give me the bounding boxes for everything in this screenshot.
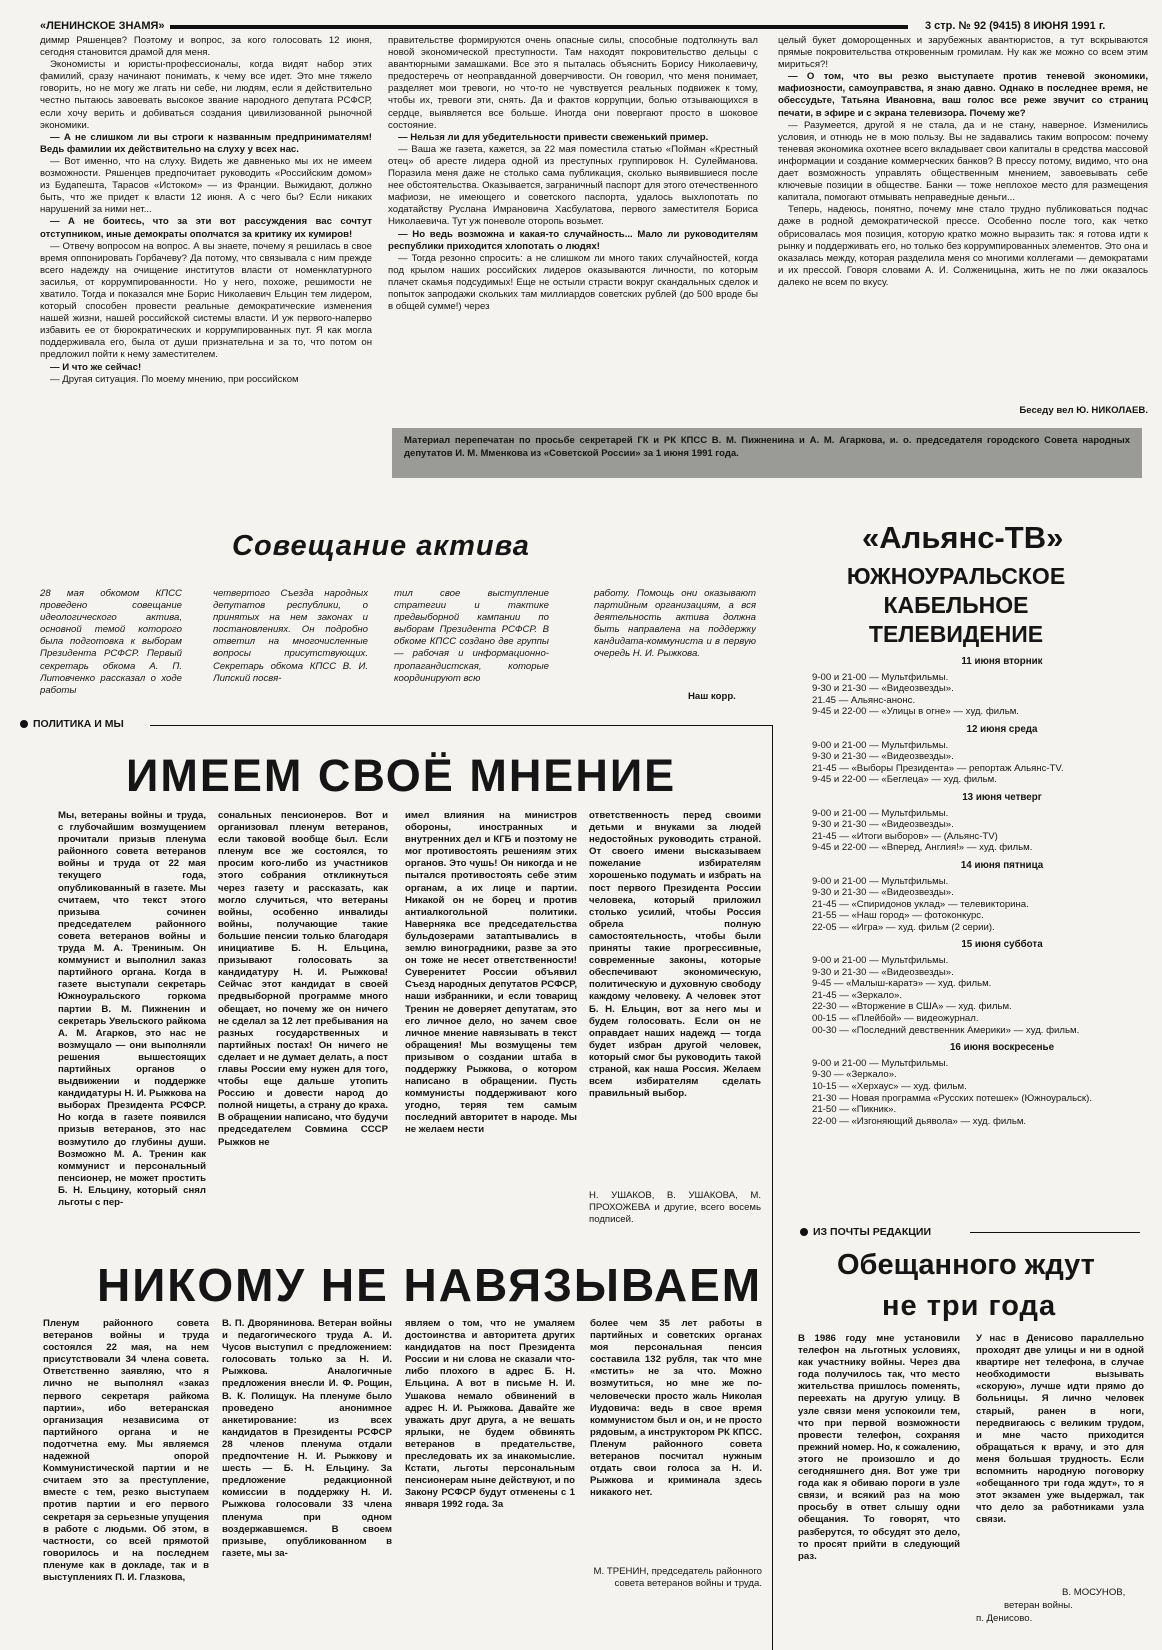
tv-row: 00-15 — «Плейбой» — видеожурнал.	[812, 1013, 979, 1025]
reprint-note-text: Материал перепечатан по просьбе секретарей ГК и РК КПСС В. М. Пижненина и А. М. Агаркова, и. о. председателя городского Совета народных депутатов И. М. Мменкова из «Советской России» за 1 июня 1991 года.	[404, 435, 1130, 459]
tv-row: 21-50 — «Пикник».	[812, 1104, 897, 1116]
meeting-column: 28 мая обкомом КПСС проведено совещание идеологического актива, основной темой которого была подготовка к выборам Президента РСФСР. Первый секретарь обкома А. П. Литовченко рассказал о ходе работы	[40, 588, 182, 696]
tv-day-label: 14 июня пятница	[960, 859, 1044, 871]
interview-paragraph: правительстве формируются очень опасные силы, способные подтолкнуть вал новой экономической преступности. Там находят покровительство дельцы с авантюрными замашками. Все это я пыталась объяснить Борису Николаевичу, предостеречь от неоправданной доверчивости. Он говорил, что меня понимает, разделяет мои тревоги, но что-то не чувствуется реальных подвижек к тому, чтобы их, тревоги эти, снять. Да и фактов коррупции, болью отзывающихся в сердце, выявляется все больше. Иногда они повергают просто в шоковое состояние.	[388, 35, 758, 131]
section-mail	[800, 1226, 931, 1238]
tv-row: 9-00 и 21-00 — Мультфильмы.	[812, 1057, 949, 1069]
tv-row: 9-45 и 22-00 — «Вперед, Англия!» — худ. фильм.	[812, 842, 1033, 854]
tv-row: 00-30 — «Последний девственник Америки» — худ. фильм.	[812, 1024, 1080, 1036]
tv-day	[812, 792, 1132, 854]
tv-row: 10-15 — «Херхаус» — худ. фильм.	[812, 1081, 967, 1092]
opinion-column-2: сональных пенсионеров. Вот и организовал пленум ветеранов, если таковой вообще был. Если пленум все же состоялся, то просим кого-либо из участников этого собрания откликнуться через газету и рассказать, как могло случиться, что ветераны войны, особенно инвалиды войны, получающие такие большие пенсии только благодаря инициативе Б. Н. Ельцина, призывают голосовать за кандидатуру Н. И. Рыжкова! Сейчас этот кандидат в своей предвыборной программе много обещает, но почему же он ничего не сделал за 12 лет пребывания на разных государственных и партийных постах! Он ничего не сделает и не думает делать, а пост главы России ему нужен для того, чтобы еще дальше утопить Россию и довести народ до полной нищеты, а страну до краха. В обращении написано, что будучи председателем Совмина СССР Рыжков не	[218, 810, 388, 1148]
interview-paragraph: целый букет доморощенных и зарубежных авантюристов, а тут вскрываются прямые покровительства откровенным громилам. Ну как же можно со всем этим мириться?!	[778, 35, 1148, 71]
tv-row: 22-00 — «Изгоняющий дьявола» — худ. фильм.	[812, 1115, 1027, 1127]
tv-row: 21-45 — «Итоги выборов» — (Альянс-TV)	[812, 830, 998, 842]
response-column-3: являем о том, что не умаляем достоинства и авторитета других кандидатов на пост Президента России и ни слова не сказали что-либо плохого в адрес Б. Н. Ельцина. А вот в письме Н. И. Ушакова немало обвинений в адрес Н. И. Рыжкова. Давайте же уважать друг друга, а не вешать ярлыки, не будем обвинять ветеранов в предательстве, преследовать их за инакомыслие. Кстати, льготы персональным пенсионерам ныне действуют, и по Закону РСФСР будут отменены с 1 января 1992 года. За	[405, 1318, 575, 1511]
mail-column-1: В 1986 году мне установили телефон на льготных условиях, как участнику войны. Через два года получилось так, что место жительства пришлось поменять, переехать на другую улицу. В узле связи меня успокоили тем, что при первой возможности провести телефон, сохраняя прежний номер. Но, к сожалению, этого не произошло и до сегодняшнего дня. Вот уже три года как я обиваю пороги в узле связи, и всякий раз на мою просьбу в ответ слышу одни обещания. То говорят, что разберутся, то обсудят это дело, то просят прийти в следующий раз.	[798, 1333, 960, 1562]
mail-signature-name: В. МОСУНОВ,	[1062, 1587, 1126, 1598]
tv-row: 9-00 и 21-00 — Мультфильмы.	[812, 739, 949, 751]
interview-question: — О том, что вы резко выступаете против теневой экономики, мафиозности, самоуправства, я знаю давно. Однако в последнее время, не обессудьте, Татьяна Ивановна, ваш голос все реже звучит со страниц печати, в эфире и с экрана телевизора. Почему же?	[778, 71, 1148, 119]
opinion-column-3: имел влияния на министров обороны, иностранных и внутренних дел и КГБ и поэтому не мог противостоять решениям этих органов. Это чушь! Он никогда и не пытался противостоять себе этим органам, а их лице и партии. Никакой он не борец и против антиалкогольной политики. Наверняка все председательства бульдозерами затаптывались в землю виноградники, разве за это он тоже не несет ответственности! Суверенитет России объявил Съезд народных депутатов РСФСР, наши избранники, и если товарищ Тренин не доверяет депутатам, это его личное дело, но зачем свое личное мнение навязывать в текст обращения! Мы возмущены тем призывом о создании штаба в поддержку Рыжкова, о котором написано в обращении. Пусть коммунисты поддерживают кого угодно, теряя тем самым последний авторитет в народе. Мы не желаем нести	[405, 810, 577, 1136]
tv-row: 9-45 и 22-00 — «Улицы в огне» — худ. фильм.	[812, 706, 1019, 718]
tv-row: 21-45 — «Спиридонов уклад» — телевикторина.	[812, 898, 1029, 910]
tv-day	[812, 1042, 1132, 1127]
opinion-title: ИМЕЕМ СВОЁ МНЕНИЕ	[126, 750, 677, 801]
tv-row: 21-45 — «Выборы Президента» — репортаж Альянс-TV.	[812, 762, 1064, 774]
interview-column-1	[40, 35, 372, 497]
tv-row: 9-30 и 21-30 — «Видеозвезды».	[812, 887, 954, 899]
tv-row: 21-55 — «Наш город» — фотоконкурс.	[812, 910, 984, 922]
tv-day	[812, 724, 1132, 786]
tv-row: 9-00 и 21-00 — Мультфильмы.	[812, 955, 949, 967]
mail-title-line-1: Обещанного ждут	[837, 1249, 1095, 1281]
mail-signature-place: п. Денисово.	[976, 1613, 1033, 1624]
opinion-column-4: ответственность перед своими детьми и внуками за людей недостойных руководить страной. От своего имени высказываем пожелание избирателям хорошенько подумать и избрать на пост первого Президента России человека, который приложил столько усилий, чтобы Россия обрела полную самостоятельность, чтобы были приняты такие прогрессивные, современные законы, которые обеспечивают экономическую, политическую и духовную свободу каждому человеку. А человек этот Б. Н. Ельцин, вот за него мы и будем голосовать. Если он не оправдает наших надежд — тогда будет избран другой человек, который смог бы руководить такой страной, как наша Россия. Желаем всем избирателям сделать правильный выбор.	[589, 810, 761, 1100]
reprint-note	[392, 428, 1142, 478]
page-info: 3 стр. № 92 (9415) 8 ИЮНЯ 1991 г.	[925, 20, 1106, 32]
meeting-byline: Наш корр.	[688, 691, 736, 702]
interview-question: — А не боитесь, что за эти вот рассуждения вас сочтут отступником, иные демократы ополчатся за критику их кумиров!	[40, 216, 372, 240]
tv-row: 22-05 — «Игра» — худ. фильм (2 серии).	[812, 921, 995, 933]
tv-subtitle: ЮЖНОУРАЛЬСКОЕ КАБЕЛЬНОЕ ТЕЛЕВИДЕНИЕ	[846, 563, 1066, 647]
tv-row: 9-30 и 21-30 — «Видеозвезды».	[812, 819, 954, 831]
interview-paragraph: — Вот именно, что на слуху. Видеть же давненько мы их не имеем возможности. Ряшенцев предпочитает руководить «Российским домом» из Будапешта, Тарасов «Истоком» — из Франции. Выжидают, должно быть, что же придет к власти 12 июня. А с чего бы? Если никаких нарушений за ними нет...	[40, 155, 372, 216]
interview-question: — Но ведь возможна и какая-то случайность... Мало ли руководителям республики приходится хлопотать о людях!	[388, 228, 758, 252]
tv-day-label: 13 июня четверг	[962, 791, 1042, 803]
interview-paragraph: диммр Ряшенцев? Поэтому и вопрос, за кого голосовать 12 июня, сегодня становится драмой для меня.	[40, 35, 372, 59]
section-mail-label: ИЗ ПОЧТЫ РЕДАКЦИИ	[813, 1226, 931, 1238]
tv-row: 9-00 и 21-00 — Мультфильмы.	[812, 875, 949, 887]
interview-column-3	[778, 35, 1148, 405]
interview-question: — Нельзя ли для убедительности привести свеженький пример.	[398, 131, 709, 143]
tv-row: 9-00 и 21-00 — Мультфильмы.	[812, 807, 949, 819]
tv-row: 9-45 — «Малыш-каратэ» — худ. фильм.	[812, 978, 992, 990]
tv-day-label: 11 июня вторник	[961, 656, 1043, 667]
paper-name: «ЛЕНИНСКОЕ ЗНАМЯ»	[40, 20, 165, 32]
response-column-4: более чем 35 лет работы в партийных и советских органах моя персональная пенсия составила 132 рубля, так что мне «мстить» не за что. Можно возмутиться, но мне же по-человечески просто жаль Николая Иудовича: ведь в свое время коммунистом был и он, и не просто рядовым, а инструктором РК КПСС. Пленум районного совета ветеранов посчитал нужным отдать свои голоса за Н. И. Рыжкова и криминала здесь никакого нет.	[590, 1318, 762, 1499]
interview-column-2	[388, 35, 758, 415]
section-rule-vertical	[772, 725, 773, 1650]
mail-signature-role: ветеран войны.	[1004, 1600, 1073, 1611]
tv-day-label: 12 июня среда	[966, 723, 1038, 735]
interview-paragraph: — Другая ситуация. По моему мнению, при российском	[50, 373, 299, 385]
tv-row: 9-30 и 21-30 — «Видеозвезды».	[812, 683, 954, 695]
mail-title-line-2: не три года	[882, 1290, 1057, 1322]
response-column-2: В. П. Дворянинова. Ветеран войны и педагогического труда А. И. Чусов выступил с предложением: голосовать только за Н. И. Рыжкова. Аналогичные предложения внесли И. Ф. Рощин, В. К. Полищук. На пленуме было проведено анонимное анкетирование: из всех кандидатов в Президенты РСФСР 28 членов пленума отдали предпочтение Н. И. Рыжкову и шесть — Б. Н. Ельцину. За предложение редакционной комиссии в поддержку Н. И. Рыжкова голосовали 33 члена пленума при одном воздержавшемся. В своем призыве, опубликованном в газете, мы за-	[222, 1318, 392, 1559]
section-politics	[20, 718, 124, 730]
tv-row: 9-45 и 22-00 — «Беглеца» — худ. фильм.	[812, 774, 997, 786]
interview-paragraph: — Ваша же газета, кажется, за 22 мая поместила статью «Пойман «Крестный отец» об аресте лидера одной из преступных группировок Н. Сулейманова. Поразила меня даже не столько сама публикация, сколько выявившиеся после нее обстоятельства. Оказывается, заграничный паспорт для этого отечественного мафиози, не имеющего и советского паспорта, удалось выхлопотать по ходатайству Руслана Имрановича Хасбулатова, первого заместителя Бориса Николаевича. Тут уж поневоле оторопь возьмет.	[388, 143, 758, 228]
tv-title: «Альянс-ТВ»	[862, 520, 1064, 555]
tv-row: 9-30 и 21-30 — «Видеозвезды».	[812, 966, 954, 978]
interview-paragraph: — Отвечу вопросом на вопрос. А вы знаете, почему я решилась в свое время оппонировать Горбачеву? Да потому, что связывала с ним прежде всего надежду на очищение институтов власти от номенклатурного засилья, от коррумпированности. Но у него, похоже, решимости не хватило. Тогда и показался мне Борис Николаевич Ельцин тем лидером, который способен провести реальные демократические изменения нашей жизни, нашей российской системы власти. И уж первого-наперво избавить ее от бюрократических и коррумпированных пут. Я как могла поддерживала его, была от души признательна и за то, что потом он предложил пойти к нему заместителем.	[40, 240, 372, 361]
header-rule	[170, 25, 908, 29]
meeting-column: тил свое выступление стратегии и тактике предвыборной кампании по выборам Президента РСФСР. В обкоме КПСС создано две группы — рабочая и информационно-пропагандистская, которые координируют всю	[394, 588, 549, 684]
mail-section-rule	[970, 1232, 1140, 1233]
meeting-column: четвертого Съезда народных депутатов республики, о принятых на нем законах и постановлениях. Он подробно ответил на многочисленные вопросы присутствующих. Секретарь обкома КПСС В. И. Липский посвя-	[213, 588, 368, 684]
tv-row: 21-45 — «Зеркало».	[812, 989, 903, 1001]
tv-day	[812, 860, 1132, 934]
tv-row: 21.45 — Альянс-анонс.	[812, 694, 916, 706]
tv-day	[812, 939, 1132, 1036]
interview-question: — И что же сейчас!	[50, 361, 142, 373]
bullet-icon	[800, 1228, 808, 1236]
tv-row: 22-30 — «Вторжение в США» — худ. фильм.	[812, 1001, 1012, 1013]
section-politics-label: ПОЛИТИКА И МЫ	[33, 718, 124, 730]
response-column-1: Пленум районного совета ветеранов войны и труда состоялся 22 мая, на нем присутствовали 34 члена совета. Ответственно заявляю, что я лично не выполнял «заказ первого секретаря райкома партии», ибо ветеранская организация независима от партийного органа и не подотчетна ему. Мы являемся надежной опорой Коммунистической партии и не считаем это за преступление, вместе с тем, резко выступаем против партии и его первого секретаря за серьезные упущения в работе с людьми. Об этом, в частности, со всей прямотой говорилось и на последнем пленуме как в докладе, так и в выступлениях П. И. Глазкова,	[43, 1318, 209, 1583]
tv-row: 9-00 и 21-00 — Мультфильмы.	[812, 671, 949, 683]
opinion-column-1: Мы, ветераны войны и труда, с глубочайшим возмущением прочитали призыв пленума районного совета ветеранов войны и труда от 22 мая текущего года, опубликованный в газете. Мы считаем, что текст этого призыва сочинен председателем районного совета ветеранов войны и труда М. А. Трениным. Он коммунист и выполнил заказ партийного органа. Когда в газете выступали секретарь Южноуральского горкома партии В. М. Пижненин и секретарь Увельского райкома А. М. Агарков, это нас не возмущало — они выполняли решения вышестоящих партийных органов о выдвижении и поддержке кандидатуры Н. И. Рыжкова на выборах Президента РСФСР. Но когда в газете появился призыв ветеранов, это нас возмутило до глубины души. Возможно М. А. Тренин как коммунист и персональный пенсионер, не может простить Б. Н. Ельцину, который снял льготы с пер-	[58, 810, 206, 1208]
tv-day-label: 16 июня воскресенье	[949, 1042, 1055, 1054]
meeting-column: работу. Помощь они оказывают партийным организациям, а вся деятельность актива должна быть направлена на поддержку кандидата-коммуниста и в первую очередь Н. И. Рыжкова.	[594, 588, 756, 660]
mail-column-2: У нас в Денисово параллельно проходят две улицы и ни в одной квартире нет телефона, в случае необходимости вызывать «скорую», лучше идти прямо до больницы. Я лично человек старый, ранен в ноги, передвигаюсь с великим трудом, и мне часто приходится обращаться к врачу, и это для меня большая трудность. Если вспомнить народную поговорку «обещанного три года ждут», то я этот экзамен уже выдержал, так что дело за работниками узла связи.	[976, 1333, 1144, 1526]
interview-paragraph: Теперь, надеюсь, понятно, почему мне стало трудно публиковаться подчас даже в родной демократической прессе. Особенно после того, как четко обрисовалась моя позиция, которую кратко можно выразить так: я готова идти к рынку и поддерживать его, но только без коррумпированных элементов. Это она и оказалась между, которая разделила меня со многими коллегами — демократами и их прессой. Говоря словами А. И. Солженицына, жить не по лжи оказалось далеко не всем по вкусу.	[778, 204, 1148, 288]
interview-paragraph: Экономисты и юристы-профессионалы, когда видят набор этих фамилий, сразу начинают понимать, к чему все идет. Это мне тяжело говорить, но не могу же лгать ни себе, ни людям, если я действительно честно пытаюсь завоевать высокое звание народного депутата РСФСР, если хочу верить и добиваться создания цивилизованной рыночной экономики.	[40, 59, 372, 131]
interview-paragraph: — Тогда резонно спросить: а не слишком ли много таких случайностей, когда под крылом наших российских лидеров оказываются личности, по которым плачет скамья подсудимых! Еще не остыли страсти вокруг скандальных сделок и попыток запродажи скольких там миллиардов советских рублей (до 500 вроде бы в общей сумме!) через	[388, 252, 758, 313]
response-title: НИКОМУ НЕ НАВЯЗЫВАЕМ	[97, 1259, 763, 1311]
interview-question: — А не слишком ли вы строги к названным предпринимателям! Ведь фамилии их действительно на слуху у всех нас.	[40, 131, 372, 155]
interview-paragraph: — Разумеется, другой я не стала, да и не стану, наверное. Изменились условия, и отнюдь не в мою пользу. Вы не задавались таким вопросом: почему теневая экономика охотнее всего вкладывает свои капиталы в средства массовой информации и создание коммерческих банков? В прессу потому, видимо, что она дает возможность управлять общественным мнением, завоевывать себе ключевые позиции в обществе. Банки — тоже неплохое место для размещения капитала, помогают отмывать неправедные деньги...	[778, 119, 1148, 204]
tv-row: 9-30 и 21-30 — «Видеозвезды».	[812, 751, 954, 763]
interview-byline: Беседу вел Ю. НИКОЛАЕВ.	[1019, 405, 1148, 416]
bullet-icon	[20, 720, 28, 728]
opinion-signature: Н. УШАКОВ, В. УШАКОВА, М. ПРОХОЖЕВА и другие, всего восемь подписей.	[589, 1190, 761, 1226]
response-signature: М. ТРЕНИН, председатель районного совета ветеранов войны и труда.	[593, 1566, 762, 1590]
tv-day-label: 15 июня суббота	[961, 939, 1043, 951]
section-rule	[150, 725, 773, 726]
meeting-title: Совещание актива	[232, 530, 530, 562]
tv-row: 21-30 — Новая программа «Русских потешек» (Южноуральск).	[812, 1092, 1092, 1104]
tv-day	[812, 656, 1132, 718]
tv-schedule	[812, 650, 1132, 1127]
tv-row: 9-30 — «Зеркало».	[812, 1069, 897, 1081]
